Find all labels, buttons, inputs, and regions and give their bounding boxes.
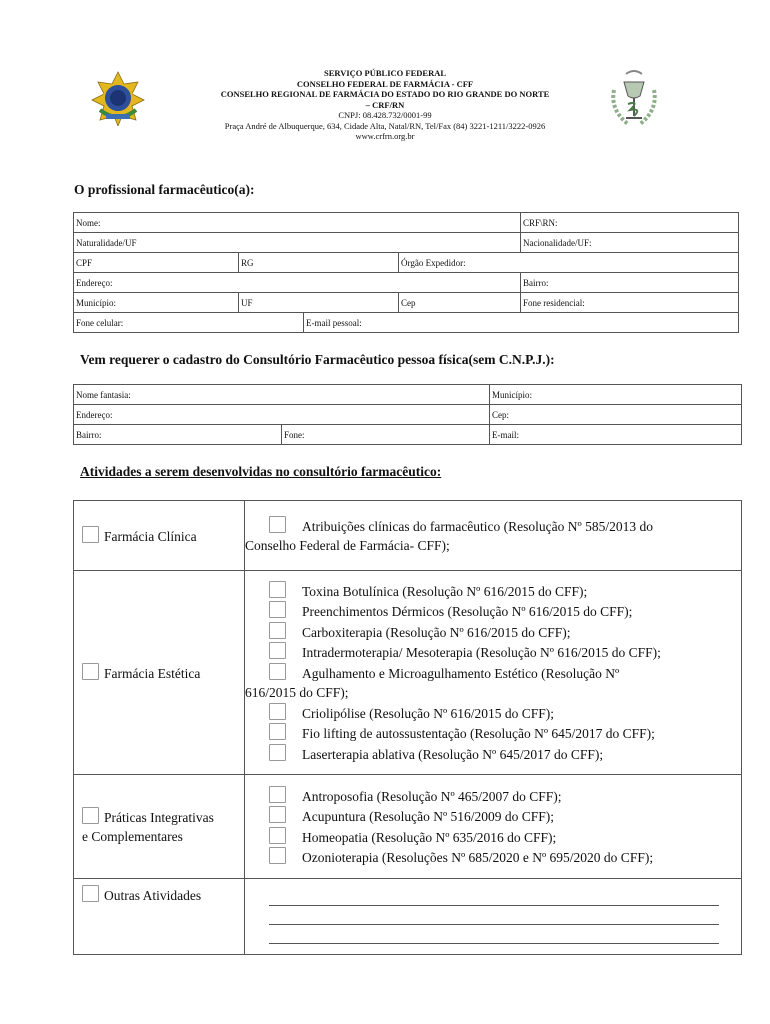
- item-text-cont: 616/2015 do CFF);: [245, 685, 349, 701]
- farmacia-clinica-option[interactable]: [74, 501, 245, 571]
- checkbox[interactable]: [269, 516, 286, 533]
- nacionalidade-field[interactable]: Nacionalidade/UF:: [521, 233, 739, 253]
- header-line-4: – CRF/RN: [365, 99, 405, 110]
- checkbox[interactable]: [269, 786, 286, 803]
- uf-field[interactable]: UF: [239, 293, 399, 313]
- consultorio-bairro-field[interactable]: Bairro:: [74, 425, 282, 445]
- consultorio-cep-field[interactable]: Cep:: [490, 405, 742, 425]
- item-text: Laserterapia ablativa (Resolução Nº 645/2017 do CFF);: [302, 746, 604, 762]
- checkbox[interactable]: [82, 807, 99, 824]
- checkbox[interactable]: [82, 526, 99, 543]
- checkbox[interactable]: [269, 601, 286, 618]
- list-item: [269, 622, 731, 643]
- list-item: [269, 847, 731, 868]
- consultorio-table: [73, 384, 742, 445]
- checkbox[interactable]: [269, 806, 286, 823]
- farmacia-estetica-items: [245, 571, 742, 775]
- clinica-item-text-cont: Conselho Federal de Farmácia- CFF);: [245, 538, 450, 553]
- checkbox[interactable]: [269, 847, 286, 864]
- blank-line[interactable]: [269, 906, 719, 925]
- checkbox[interactable]: [269, 581, 286, 598]
- clinica-item-text: Atribuições clínicas do farmacêutico (Resolução Nº 585/2013 do: [302, 518, 653, 534]
- endereco-field[interactable]: Endereço:: [74, 273, 521, 293]
- blank-line[interactable]: [269, 887, 719, 906]
- cep-field[interactable]: Cep: [399, 293, 521, 313]
- cpf-field[interactable]: CPF: [74, 253, 239, 273]
- orgao-field[interactable]: Órgão Expedidor:: [399, 253, 739, 273]
- header-line-2: CONSELHO FEDERAL DE FARMÁCIA - CFF: [296, 78, 474, 89]
- consultorio-endereco-field[interactable]: Endereço:: [74, 405, 490, 425]
- email-pessoal-field[interactable]: E-mail pessoal:: [304, 313, 739, 333]
- header-site: www.crfrn.org.br: [355, 131, 415, 141]
- farmacia-clinica-items: [245, 501, 742, 571]
- list-item: [269, 703, 731, 724]
- nome-field[interactable]: Nome:: [74, 213, 521, 233]
- list-item: [269, 723, 731, 744]
- naturalidade-field[interactable]: Naturalidade/UF: [74, 233, 521, 253]
- item-text: Acupuntura (Resolução Nº 516/2009 do CFF);: [302, 809, 555, 824]
- checkbox[interactable]: [269, 622, 286, 639]
- consultorio-email-field[interactable]: E-mail:: [490, 425, 742, 445]
- outras-atividades-lines: [245, 879, 742, 955]
- header-address: Praça André de Albuquerque, 634, Cidade Alta, Natal/RN, Tel/Fax (84) 3221-1211/3222-0926: [224, 120, 546, 131]
- list-item: [269, 806, 731, 827]
- praticas-integrativas-option[interactable]: [74, 775, 245, 879]
- farmacia-clinica-label: Farmácia Clínica: [104, 529, 197, 544]
- item-text: Antroposofia (Resolução Nº 465/2007 do CFF);: [302, 788, 562, 804]
- checkbox[interactable]: [269, 827, 286, 844]
- checkbox[interactable]: [269, 723, 286, 740]
- farmacia-estetica-option[interactable]: [74, 571, 245, 775]
- checkbox[interactable]: [269, 642, 286, 659]
- pics-label-1: Práticas Integrativas: [104, 810, 214, 825]
- item-text: Fio lifting de autossustentação (Resolução Nº 645/2017 do CFF);: [302, 726, 655, 742]
- item-text: Intradermoterapia/ Mesoterapia (Resolução Nº 616/2015 do CFF);: [302, 645, 661, 661]
- checkbox[interactable]: [82, 885, 99, 902]
- item-text: Ozonioterapia (Resoluções Nº 685/2020 e Nº 695/2020 do CFF);: [302, 850, 654, 865]
- rg-field[interactable]: RG: [239, 253, 399, 273]
- item-text: Carboxiterapia (Resolução Nº 616/2015 do CFF);: [302, 624, 571, 640]
- fone-celular-field[interactable]: Fone celular:: [74, 313, 304, 333]
- fone-residencial-field[interactable]: Fone residencial:: [521, 293, 739, 313]
- item-text: Homeopatia (Resolução Nº 635/2016 do CFF);: [302, 829, 557, 845]
- pics-items: [245, 775, 742, 879]
- item-text: Agulhamento e Microagulhamento Estético (Resolução Nº: [302, 665, 620, 681]
- blank-line[interactable]: [269, 925, 719, 944]
- item-text: Criolipólise (Resolução Nº 616/2015 do CFF);: [302, 705, 555, 721]
- farmacia-estetica-label: Farmácia Estética: [104, 666, 201, 681]
- header-line-3: CONSELHO REGIONAL DE FARMÁCIA DO ESTADO DO RIO GRANDE DO NORTE: [220, 89, 550, 99]
- checkbox[interactable]: [269, 703, 286, 720]
- atividades-section-title: Atividades a serem desenvolvidas no consultório farmacêutico:: [80, 464, 442, 479]
- consultorio-section-title: Vem requerer o cadastro do Consultório Farmacêutico pessoa física(sem C.N.P.J.):: [80, 352, 555, 367]
- outras-atividades-option[interactable]: [74, 879, 245, 955]
- list-item: [269, 827, 731, 848]
- municipio-field[interactable]: Município:: [74, 293, 239, 313]
- list-item: [269, 581, 731, 602]
- list-item: [269, 642, 731, 663]
- list-item: [269, 786, 731, 807]
- checkbox[interactable]: [82, 663, 99, 680]
- list-item: [269, 601, 731, 622]
- item-text: Toxina Botulínica (Resolução Nº 616/2015 do CFF);: [302, 583, 588, 599]
- bairro-field[interactable]: Bairro:: [521, 273, 739, 293]
- consultorio-municipio-field[interactable]: Município:: [490, 385, 742, 405]
- checkbox[interactable]: [269, 744, 286, 761]
- crf-field[interactable]: CRF\RN:: [521, 213, 739, 233]
- outras-atividades-label: Outras Atividades: [104, 888, 202, 903]
- item-text: Preenchimentos Dérmicos (Resolução Nº 616/2015 do CFF);: [302, 604, 633, 620]
- professional-section-title: O profissional farmacêutico(a):: [74, 182, 255, 197]
- nome-fantasia-field[interactable]: Nome fantasia:: [74, 385, 490, 405]
- header-line-1: SERVIÇO PÚBLICO FEDERAL: [323, 68, 447, 78]
- checkbox[interactable]: [269, 663, 286, 680]
- consultorio-fone-field[interactable]: Fone:: [282, 425, 490, 445]
- list-item: [269, 744, 731, 765]
- letterhead: [0, 68, 770, 142]
- list-item: [269, 663, 731, 684]
- atividades-table: [73, 500, 742, 955]
- professional-table: [73, 212, 739, 333]
- pics-label-2: e Complementares: [82, 829, 183, 844]
- header-cnpj: CNPJ: 08.428.732/0001-99: [338, 110, 432, 120]
